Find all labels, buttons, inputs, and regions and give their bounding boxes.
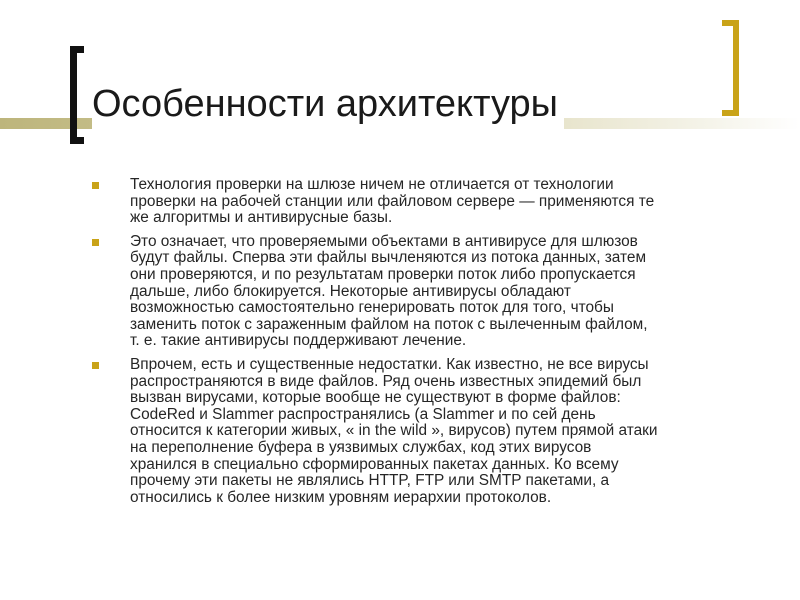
bullet-item-1 bbox=[92, 177, 760, 227]
square-bullet-icon bbox=[92, 239, 99, 246]
text-line: CodeRed и Slammer распространялись (а Slammer и по сей день bbox=[130, 405, 596, 423]
text-line: т. е. такие антивирусы поддерживают лечение. bbox=[130, 332, 467, 350]
left-bracket-decoration bbox=[70, 46, 84, 144]
text-line: дальше, либо блокируется. Некоторые антивирусы обладают bbox=[130, 282, 571, 300]
text-line: будут файлы. Сперва эти файлы вычленяются из потока данных, затем bbox=[130, 249, 647, 267]
bullet-item-2 bbox=[92, 234, 760, 350]
text-line: возможностью самостоятельно генерировать поток для того, чтобы bbox=[130, 299, 614, 317]
text-line: прочему эти пакеты не являлись HTTP, FTP или SMTP пакетами, а bbox=[130, 472, 610, 490]
text-line: проверки на рабочей станции или файловом сервере — применяются те bbox=[130, 192, 655, 210]
text-line: же алгоритмы и антивирусные базы. bbox=[130, 209, 393, 227]
slide-title: Особенности архитектуры bbox=[92, 78, 564, 130]
bullet-text bbox=[130, 177, 760, 227]
text-line: относились к более низким уровням иерархии протоколов. bbox=[130, 488, 552, 506]
text-line: Технология проверки на шлюзе ничем не отличается от технологии bbox=[130, 176, 614, 193]
text-line: заменить поток с зараженным файлом на поток с вылеченным файлом, bbox=[130, 315, 648, 333]
bullet-text bbox=[130, 234, 760, 350]
text-line: вызван вирусами, которые вообще не существуют в форме файлов: bbox=[130, 389, 621, 407]
text-line: относится к категории живых, « in the wild », вирусов) путем прямой атаки bbox=[130, 422, 658, 440]
bullet-text bbox=[130, 357, 760, 506]
text-line: Это означает, что проверяемыми объектами в антивирусе для шлюзов bbox=[130, 232, 638, 250]
text-line: хранился в специально сформированных пакетах данных. Ко всему bbox=[130, 455, 619, 473]
right-bracket-decoration bbox=[722, 20, 739, 116]
text-line: они проверяются, и по результатам проверки поток либо пропускается bbox=[130, 265, 636, 283]
bullet-item-3 bbox=[92, 357, 760, 506]
square-bullet-icon bbox=[92, 362, 99, 369]
bullet-list bbox=[92, 177, 760, 513]
text-line: распространяются в виде файлов. Ряд очень известных эпидемий был bbox=[130, 372, 642, 390]
text-line: на переполнение буфера в уязвимых службах, код этих вирусов bbox=[130, 438, 592, 456]
square-bullet-icon bbox=[92, 182, 99, 189]
text-line: Впрочем, есть и существенные недостатки. Как известно, не все вирусы bbox=[130, 355, 649, 373]
